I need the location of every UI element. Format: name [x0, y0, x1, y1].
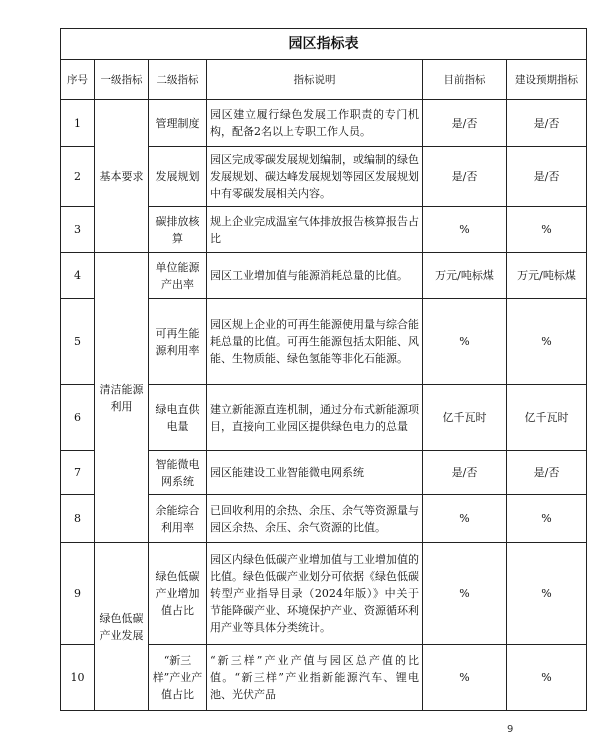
row-name: 发展规划 — [149, 147, 207, 207]
row-name: 绿色低碳产业增加值占比 — [149, 543, 207, 645]
table-row — [61, 100, 587, 147]
header-description: 指标说明 — [207, 60, 423, 100]
row-no: 10 — [61, 645, 95, 711]
row-target: 万元/吨标煤 — [507, 253, 587, 299]
row-current: % — [423, 299, 507, 385]
row-name: 余能综合利用率 — [149, 495, 207, 543]
table-title: 园区指标表 — [61, 29, 587, 60]
row-no: 5 — [61, 299, 95, 385]
group-green-industry: 绿色低碳产业发展 — [95, 543, 149, 711]
row-current: 是/否 — [423, 451, 507, 495]
row-desc: 园区完成零碳发展规划编制，或编制的绿色发展规划、碳达峰发展规划等园区发展规划中有零碳发展相关内容。 — [207, 147, 423, 207]
row-desc: 园区内绿色低碳产业增加值与工业增加值的比值。绿色低碳产业划分可依据《绿色低碳转型产业指导目录（2024年版）》中关于节能降碳产业、环境保护产业、资源循环利用产业等具体分类统计。 — [207, 543, 423, 645]
row-desc: 园区规上企业的可再生能源使用量与综合能耗总量的比值。可再生能源包括太阳能、风能、生物质能、绿色氢能等非化石能源。 — [207, 299, 423, 385]
row-no: 8 — [61, 495, 95, 543]
row-current: 是/否 — [423, 147, 507, 207]
header-level1: 一级指标 — [95, 60, 149, 100]
table-row — [61, 543, 587, 645]
group-clean-energy: 清洁能源利用 — [95, 253, 149, 543]
row-target: 是/否 — [507, 147, 587, 207]
row-desc: 规上企业完成温室气体排放报告核算报告占比 — [207, 207, 423, 253]
row-target: 是/否 — [507, 100, 587, 147]
row-name: 绿电直供电量 — [149, 385, 207, 451]
table-row — [61, 253, 587, 299]
row-desc: 已回收利用的余热、余压、余气等资源量与园区余热、余压、余气资源的比值。 — [207, 495, 423, 543]
park-indicator-table — [60, 28, 587, 711]
header-no: 序号 — [61, 60, 95, 100]
table-title-row — [61, 29, 587, 60]
row-desc: 园区能建设工业智能微电网系统 — [207, 451, 423, 495]
row-target: % — [507, 645, 587, 711]
row-current: % — [423, 645, 507, 711]
row-current: 亿千瓦时 — [423, 385, 507, 451]
row-target: 亿千瓦时 — [507, 385, 587, 451]
header-level2: 二级指标 — [149, 60, 207, 100]
row-current: % — [423, 207, 507, 253]
page-number: 9 — [507, 724, 514, 735]
row-desc: 园区建立履行绿色发展工作职责的专门机构，配备2名以上专职工作人员。 — [207, 100, 423, 147]
row-current: 是/否 — [423, 100, 507, 147]
row-no: 6 — [61, 385, 95, 451]
row-target: % — [507, 495, 587, 543]
row-no: 3 — [61, 207, 95, 253]
row-no: 9 — [61, 543, 95, 645]
row-target: % — [507, 207, 587, 253]
row-current: % — [423, 495, 507, 543]
header-current: 目前指标 — [423, 60, 507, 100]
row-target: % — [507, 299, 587, 385]
group-basic: 基本要求 — [95, 100, 149, 253]
row-no: 7 — [61, 451, 95, 495]
row-name: 可再生能源利用率 — [149, 299, 207, 385]
row-name: 碳排放核算 — [149, 207, 207, 253]
row-no: 2 — [61, 147, 95, 207]
row-name: “新三样”产业产值占比 — [149, 645, 207, 711]
header-target: 建设预期指标 — [507, 60, 587, 100]
row-desc: 建立新能源直连机制，通过分布式新能源项目，直接向工业园区提供绿色电力的总量 — [207, 385, 423, 451]
row-current: 万元/吨标煤 — [423, 253, 507, 299]
row-target: 是/否 — [507, 451, 587, 495]
row-no: 4 — [61, 253, 95, 299]
row-target: % — [507, 543, 587, 645]
row-desc: “新三样”产业产值与园区总产值的比值。“新三样”产业指新能源汽车、锂电池、光伏产品 — [207, 645, 423, 711]
row-desc: 园区工业增加值与能源消耗总量的比值。 — [207, 253, 423, 299]
row-current: % — [423, 543, 507, 645]
row-name: 智能微电网系统 — [149, 451, 207, 495]
row-no: 1 — [61, 100, 95, 147]
row-name: 管理制度 — [149, 100, 207, 147]
table-header-row — [61, 60, 587, 100]
row-name: 单位能源产出率 — [149, 253, 207, 299]
